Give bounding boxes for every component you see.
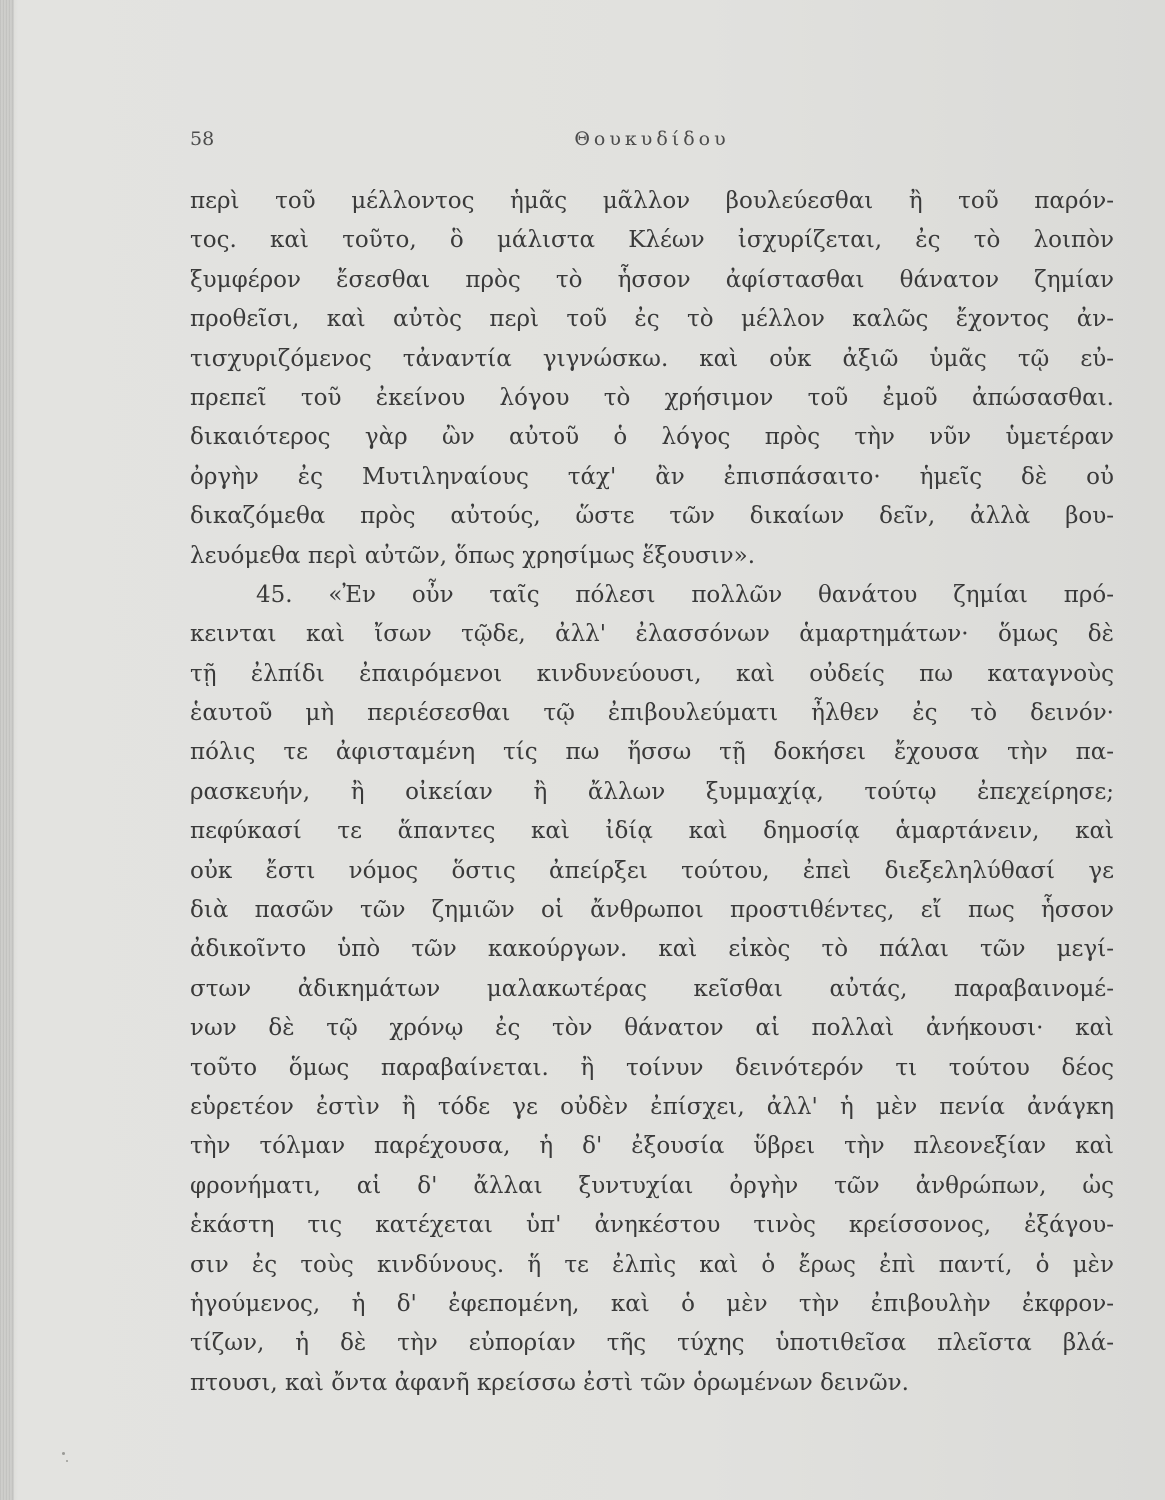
text-line: πτουσι, καὶ ὄντα ἀφανῆ κρείσσω ἐστὶ τῶν ὁρωμένων δεινῶν.: [190, 1369, 909, 1396]
text-line: τοῦτο ὅμως παραβαίνεται. ἢ τοίνυν δεινότερόν τι τούτου δέος: [190, 1054, 1114, 1081]
text-line: οὐκ ἔστι νόμος ὅστις ἀπείρξει τούτου, ἐπεὶ διεξεληλύθασί γε: [190, 857, 1114, 884]
paragraph: [190, 576, 1114, 1403]
page-edge-shadow: [0, 0, 14, 1500]
text-line: περὶ τοῦ μέλλοντος ἡμᾶς μᾶλλον βουλεύεσθαι ἢ τοῦ παρόν-: [190, 188, 1114, 214]
text-line: τισχυριζόμενος τἀναντία γιγνώσκω. καὶ οὐκ ἀξιῶ ὑμᾶς τῷ εὐ-: [190, 345, 1114, 372]
text-line: τίζων, ἡ δὲ τὴν εὐπορίαν τῆς τύχης ὑποτιθεῖσα πλεῖστα βλά-: [190, 1330, 1114, 1357]
text-line: ἡγούμενος, ἡ δ' ἐφεπομένη, καὶ ὁ μὲν τὴν ἐπιβουλὴν ἐκφρον-: [190, 1290, 1114, 1317]
text-line: ἑαυτοῦ μὴ περιέσεσθαι τῷ ἐπιβουλεύματι ἦλθεν ἐς τὸ δεινόν·: [190, 700, 1114, 727]
text-line: ἑκάστη τις κατέχεται ὑπ' ἀνηκέστου τινὸς κρείσσονος, ἐξάγου-: [190, 1212, 1114, 1239]
paper-speck: [66, 1460, 68, 1462]
page-number: 58: [190, 128, 215, 150]
text-line: πόλις τε ἀφισταμένη τίς πω ἥσσω τῇ δοκήσει ἔχουσα τὴν πα-: [190, 739, 1114, 766]
text-line: στων ἀδικημάτων μαλακωτέρας κεῖσθαι αὐτάς, παραβαινομέ-: [190, 975, 1114, 1002]
text-line: τὴν τόλμαν παρέχουσα, ἡ δ' ἐξουσία ὕβρει τὴν πλεονεξίαν καὶ: [190, 1133, 1114, 1160]
text-line: φρονήματι, αἱ δ' ἄλλαι ξυντυχίαι ὀργὴν τῶν ἀνθρώπων, ὡς: [190, 1172, 1114, 1199]
text-line: σιν ἐς τοὺς κινδύνους. ἥ τε ἐλπὶς καὶ ὁ ἔρως ἐπὶ παντί, ὁ μὲν: [190, 1251, 1114, 1278]
paper-speck: [62, 1452, 65, 1455]
text-line: τῇ ἐλπίδι ἐπαιρόμενοι κινδυνεύουσι, καὶ οὐδείς πω καταγνοὺς: [190, 660, 1114, 687]
text-line: δικαζόμεθα πρὸς αὐτούς, ὥστε τῶν δικαίων δεῖν, ἀλλὰ βου-: [190, 503, 1114, 530]
text-line: ἀδικοῖντο ὑπὸ τῶν κακούργων. καὶ εἰκὸς τὸ πάλαι τῶν μεγί-: [190, 936, 1114, 963]
text-line: ξυμφέρον ἔσεσθαι πρὸς τὸ ἧσσον ἀφίστασθαι θάνατον ζημίαν: [190, 266, 1114, 293]
text-line: δικαιότερος γὰρ ὢν αὐτοῦ ὁ λόγος πρὸς τὴν νῦν ὑμετέραν: [190, 424, 1114, 451]
text-line: διὰ πασῶν τῶν ζημιῶν οἱ ἄνθρωποι προστιθέντες, εἴ πως ἧσσον: [190, 897, 1114, 924]
text-line: εὑρετέον ἐστὶν ἢ τόδε γε οὐδὲν ἐπίσχει, ἀλλ' ἡ μὲν πενία ἀνάγκη: [190, 1093, 1114, 1120]
text-line: 45. «Ἐν οὖν ταῖς πόλεσι πολλῶν θανάτου ζημίαι πρό-: [256, 581, 1114, 608]
text-line: πρεπεῖ τοῦ ἐκείνου λόγου τὸ χρήσιμον τοῦ ἐμοῦ ἀπώσασθαι.: [190, 384, 1114, 411]
text-line: τος. καὶ τοῦτο, ὃ μάλιστα Κλέων ἰσχυρίζεται, ἐς τὸ λοιπὸν: [190, 227, 1114, 254]
text-line: λευόμεθα περὶ αὐτῶν, ὅπως χρησίμως ἕξουσιν».: [190, 542, 756, 569]
text-line: πεφύκασί τε ἅπαντες καὶ ἰδίᾳ καὶ δημοσίᾳ ἁμαρτάνειν, καὶ: [190, 818, 1114, 845]
text-line: ὀργὴν ἐς Μυτιληναίους τάχ' ἂν ἐπισπάσαιτο· ἡμεῖς δὲ οὐ: [190, 463, 1114, 490]
text-line: νων δὲ τῷ χρόνῳ ἐς τὸν θάνατον αἱ πολλαὶ ἀνήκουσι· καὶ: [190, 1015, 1114, 1042]
page-header: [190, 128, 1114, 158]
body-text: [190, 182, 1114, 1403]
paragraph: [190, 182, 1114, 576]
text-line: προθεῖσι, καὶ αὐτὸς περὶ τοῦ ἐς τὸ μέλλον καλῶς ἔχοντος ἀν-: [190, 306, 1114, 333]
text-line: ρασκευήν, ἢ οἰκείαν ἢ ἄλλων ξυμμαχίᾳ, τούτῳ ἐπεχείρησε;: [190, 778, 1114, 805]
running-head: Θουκυδίδου: [574, 128, 730, 150]
text-line: κεινται καὶ ἴσων τῷδε, ἀλλ' ἐλασσόνων ἁμαρτημάτων· ὅμως δὲ: [190, 621, 1114, 648]
